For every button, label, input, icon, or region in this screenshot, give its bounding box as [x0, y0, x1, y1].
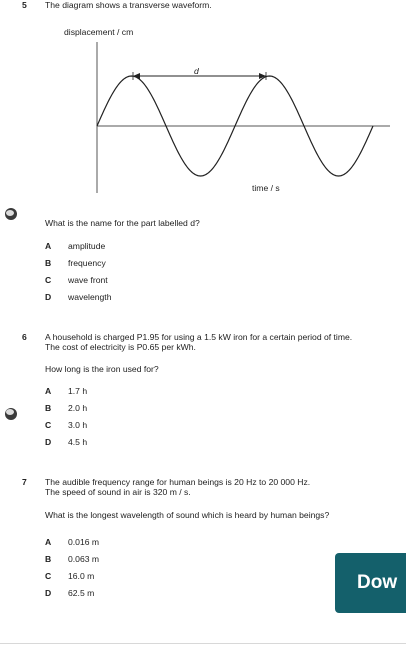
- question-7-stem-line-1: The audible frequency range for human beings is 20 Hz to 20 000 Hz.: [45, 477, 311, 487]
- q5-option-d-text[interactable]: wavelength: [68, 292, 112, 302]
- q7-option-c-letter[interactable]: C: [45, 571, 52, 581]
- q7-option-a-letter[interactable]: A: [45, 537, 52, 547]
- q6-option-a-text[interactable]: 1.7 h: [68, 386, 88, 396]
- question-5-stem: The diagram shows a transverse waveform.: [45, 0, 212, 10]
- download-button[interactable]: Dow: [335, 553, 406, 613]
- question-6-prompt: How long is the iron used for?: [45, 364, 159, 374]
- question-6-stem-line-2: The cost of electricity is P0.65 per kWh.: [45, 342, 196, 352]
- q5-option-b-letter[interactable]: B: [45, 258, 52, 268]
- q7-option-a-text[interactable]: 0.016 m: [68, 537, 100, 547]
- question-7-number: 7: [22, 477, 27, 487]
- question-6-number: 6: [22, 332, 27, 342]
- q5-option-c-text[interactable]: wave front: [68, 275, 108, 285]
- q5-option-b-text[interactable]: frequency: [68, 258, 106, 268]
- transverse-waveform-diagram: [0, 0, 406, 200]
- diagram-y-axis-label: displacement / cm: [64, 27, 134, 37]
- q5-option-a-letter[interactable]: A: [45, 241, 52, 251]
- q5-option-c-letter[interactable]: C: [45, 275, 52, 285]
- q6-option-d-letter[interactable]: D: [45, 437, 52, 447]
- q7-option-d-letter[interactable]: D: [45, 588, 52, 598]
- q5-option-a-text[interactable]: amplitude: [68, 241, 106, 251]
- q6-option-c-text[interactable]: 3.0 h: [68, 420, 88, 430]
- question-6-stem-line-1: A household is charged P1.95 for using a 1.5 kW iron for a certain period of time.: [45, 332, 353, 342]
- question-7-prompt: What is the longest wavelength of sound which is heard by human beings?: [45, 510, 330, 520]
- diagram-x-axis-label: time / s: [252, 183, 280, 193]
- q7-option-d-text[interactable]: 62.5 m: [68, 588, 95, 598]
- d-arrow-head-left: [133, 73, 140, 79]
- q6-option-b-text[interactable]: 2.0 h: [68, 403, 88, 413]
- q7-option-c-text[interactable]: 16.0 m: [68, 571, 95, 581]
- q6-option-d-text[interactable]: 4.5 h: [68, 437, 88, 447]
- question-5-number: 5: [22, 0, 27, 10]
- q7-option-b-letter[interactable]: B: [45, 554, 52, 564]
- q5-option-d-letter[interactable]: D: [45, 292, 52, 302]
- q6-option-b-letter[interactable]: B: [45, 403, 52, 413]
- q6-option-c-letter[interactable]: C: [45, 420, 52, 430]
- page-bottom-divider: [0, 643, 406, 644]
- q6-option-a-letter[interactable]: A: [45, 386, 52, 396]
- left-margin-marks: [0, 200, 20, 430]
- diagram-d-label: d: [194, 66, 199, 76]
- question-7-stem-line-2: The speed of sound in air is 320 m / s.: [45, 487, 191, 497]
- q7-option-b-text[interactable]: 0.063 m: [68, 554, 100, 564]
- question-5-prompt: What is the name for the part labelled d?: [45, 218, 200, 228]
